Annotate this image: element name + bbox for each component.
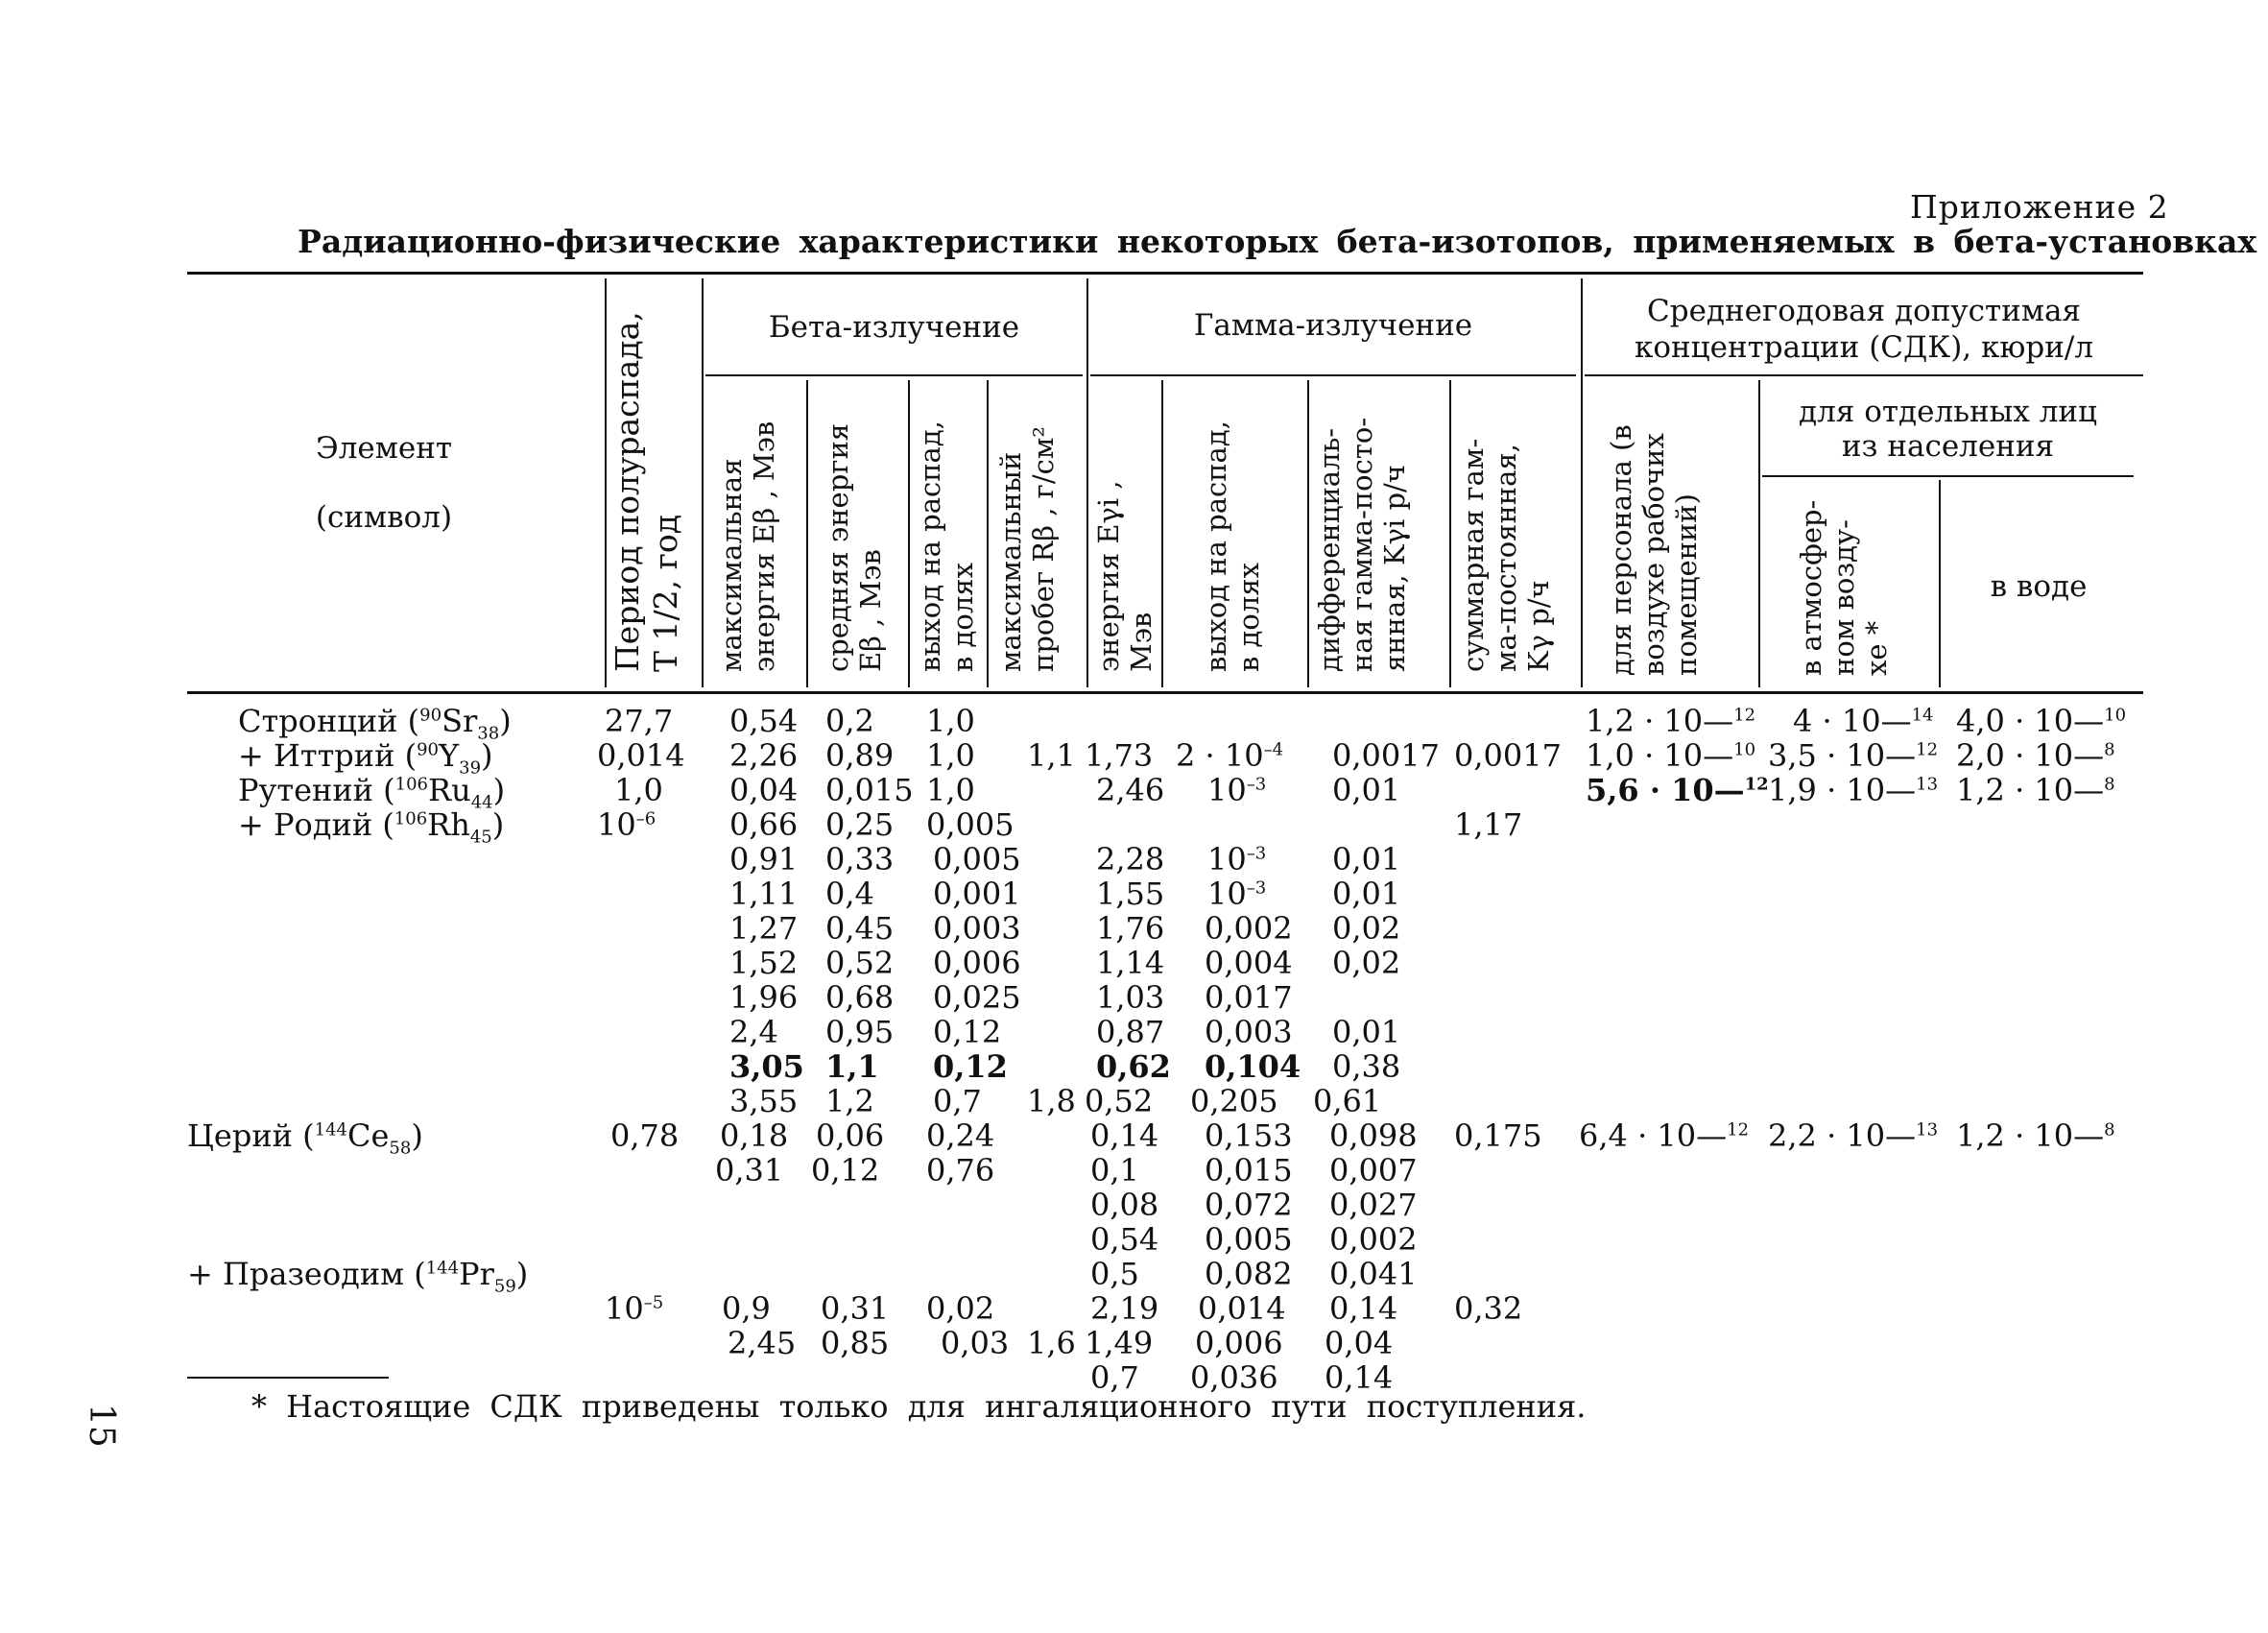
beta-eavg-cell: 1,2 xyxy=(825,1083,874,1119)
beta-emax-cell: 0,66 xyxy=(729,806,799,843)
beta-emax-cell: 0,04 xyxy=(729,772,799,808)
beta-range-cell: 1,6 xyxy=(1027,1325,1076,1361)
sdk-water-cell: 4,0 · 10—$^{10}$ xyxy=(1956,703,2127,739)
sdk-subheader-rule xyxy=(1585,374,2143,376)
header-halflife-line2: Т 1/2, год xyxy=(647,514,684,672)
beta-eavg-cell: 0,33 xyxy=(825,841,895,877)
vline-gamma-diff xyxy=(1307,380,1309,687)
halflife-pr: $10^{-5}$ xyxy=(605,1290,664,1327)
gamma-energy-cell: 1,14 xyxy=(1096,945,1165,981)
beta-eavg-cell: 0,2 xyxy=(825,703,874,739)
halflife-y: 0,014 xyxy=(597,737,685,774)
gamma-yield-cell: 0,072 xyxy=(1205,1187,1293,1223)
beta-yield-cell: 0,005 xyxy=(926,806,1015,843)
gamma-diff-cell: 0,041 xyxy=(1329,1256,1418,1292)
beta-eavg-cell: 0,4 xyxy=(825,876,874,912)
gamma-yield-cell: 0,004 xyxy=(1205,945,1293,981)
vline-beta-range xyxy=(987,380,989,687)
gamma-diff-cell: 0,61 xyxy=(1313,1083,1382,1119)
element-ruthenium: Рутений $(^{106}Ru_{44})$ xyxy=(238,772,506,813)
element-rhodium: + Родий $(^{106}Rh_{45})$ xyxy=(238,806,505,848)
gamma-diff-cell: 0,01 xyxy=(1332,876,1401,912)
gamma-yield-cell: 0,014 xyxy=(1198,1290,1286,1327)
beta-emax-cell: 1,27 xyxy=(729,910,799,947)
halflife-sr: 27,7 xyxy=(605,703,674,739)
gamma-subheader-rule xyxy=(1090,374,1576,376)
gamma-energy-cell: 0,7 xyxy=(1090,1359,1139,1396)
vline-gamma-sum xyxy=(1449,380,1451,687)
header-gamma-sum-line1: суммарная гам- xyxy=(1457,438,1490,672)
gamma-energy-cell: 0,62 xyxy=(1096,1048,1171,1085)
sdk-personnel-cell: 1,0 · 10—$^{10}$ xyxy=(1586,737,1756,774)
header-sdk-personnel-line1: для персонала (в xyxy=(1605,424,1637,676)
beta-yield-cell: 0,12 xyxy=(933,1014,1002,1050)
header-gamma-energy-line1: энергия Eγi , xyxy=(1092,480,1125,672)
gamma-yield-cell: $10^{-3}$ xyxy=(1207,841,1267,877)
vline-sdk-left xyxy=(1581,278,1583,687)
header-symbol: (символ) xyxy=(315,500,453,535)
table-top-rule xyxy=(187,272,2143,275)
beta-eavg-cell: 0,89 xyxy=(825,737,895,774)
appendix-label: Приложение 2 xyxy=(1910,188,2169,226)
beta-emax-cell: 0,54 xyxy=(729,703,799,739)
gamma-yield-cell: 0,017 xyxy=(1205,979,1293,1016)
gamma-diff-cell: 0,04 xyxy=(1325,1325,1394,1361)
gamma-sum-cell: 1,17 xyxy=(1454,806,1523,843)
header-sdk-public-line1: для отдельных лиц xyxy=(1799,395,2097,429)
gamma-diff-cell: 0,0017 xyxy=(1332,737,1440,774)
beta-eavg-cell: 0,015 xyxy=(825,772,914,808)
gamma-diff-cell: 0,01 xyxy=(1332,1014,1401,1050)
beta-yield-cell: 1,0 xyxy=(926,772,975,808)
gamma-energy-cell: 1,55 xyxy=(1096,876,1165,912)
beta-eavg-cell: 0,52 xyxy=(825,945,895,981)
sdk-air-cell: 2,2 · 10—$^{13}$ xyxy=(1768,1117,1939,1154)
gamma-energy-cell: 0,54 xyxy=(1090,1221,1159,1258)
gamma-diff-cell: 0,02 xyxy=(1332,910,1401,947)
beta-yield-cell: 0,76 xyxy=(926,1152,995,1189)
gamma-energy-cell: 0,08 xyxy=(1090,1187,1159,1223)
gamma-yield-cell: $10^{-3}$ xyxy=(1207,772,1267,808)
element-yttrium: + Иттрий $(^{90}Y_{39})$ xyxy=(238,737,493,779)
vline-beta-eavg xyxy=(806,380,808,687)
beta-yield-cell: 0,003 xyxy=(933,910,1021,947)
header-sdk-group-line1: Среднегодовая допустимая xyxy=(1647,294,2081,328)
header-beta-eavg-line2: Eβ , Мэв xyxy=(854,549,887,672)
header-gamma-yield-line2: в долях xyxy=(1232,563,1265,672)
gamma-sum-cell: 0,0017 xyxy=(1454,737,1562,774)
gamma-energy-cell: 2,46 xyxy=(1096,772,1165,808)
header-beta-emax-line1: максимальная xyxy=(715,458,748,672)
header-sdk-air-line2: ном возду- xyxy=(1827,519,1860,676)
gamma-sum-cell: 0,175 xyxy=(1454,1117,1542,1154)
vline-gamma-left xyxy=(1086,278,1088,687)
beta-yield-cell: 0,03 xyxy=(941,1325,1010,1361)
beta-eavg-cell: 0,68 xyxy=(825,979,895,1016)
header-halflife-line1: Период полураспада, xyxy=(609,311,646,672)
halflife-ru: 1,0 xyxy=(614,772,663,808)
header-beta-emax-line2: энергия Eβ , Мэв xyxy=(748,420,780,672)
beta-eavg-cell: 0,31 xyxy=(821,1290,890,1327)
beta-eavg-cell: 0,06 xyxy=(816,1117,885,1154)
beta-emax-cell: 0,31 xyxy=(715,1152,784,1189)
gamma-diff-cell: 0,002 xyxy=(1329,1221,1418,1258)
header-beta-eavg-line1: средняя энергия xyxy=(822,422,854,672)
header-beta-yield-line2: в долях xyxy=(946,563,979,672)
element-cerium: Церий $(^{144}Ce_{58})$ xyxy=(187,1117,423,1159)
gamma-diff-cell: 0,02 xyxy=(1332,945,1401,981)
sdk-water-cell: 1,2 · 10—$^8$ xyxy=(1956,1117,2115,1154)
table-header-bottom-rule xyxy=(187,691,2143,694)
gamma-energy-cell: 0,5 xyxy=(1090,1256,1139,1292)
gamma-energy-cell: 1,73 xyxy=(1085,737,1154,774)
gamma-diff-cell: 0,098 xyxy=(1329,1117,1418,1154)
gamma-energy-cell: 0,1 xyxy=(1090,1152,1139,1189)
page-number: 15 xyxy=(82,1404,121,1448)
header-beta-yield-line1: выход на распад, xyxy=(914,420,946,672)
vline-halflife-left xyxy=(605,278,607,687)
beta-emax-cell: 0,18 xyxy=(720,1117,789,1154)
beta-emax-cell: 2,45 xyxy=(728,1325,797,1361)
header-beta-range-line1: максимальный xyxy=(994,451,1027,672)
beta-yield-cell: 0,02 xyxy=(926,1290,995,1327)
halflife-ce: 0,78 xyxy=(610,1117,680,1154)
header-gamma-group: Гамма-излучение xyxy=(1193,308,1473,343)
gamma-yield-cell: 0,082 xyxy=(1205,1256,1293,1292)
header-sdk-public-line2: из населения xyxy=(1841,429,2055,464)
footnote-rule xyxy=(187,1377,389,1379)
beta-emax-cell: 3,05 xyxy=(729,1048,804,1085)
gamma-diff-cell: 0,007 xyxy=(1329,1152,1418,1189)
beta-yield-cell: 0,006 xyxy=(933,945,1021,981)
header-sdk-personnel-line2: воздухе рабочих xyxy=(1637,433,1670,676)
gamma-energy-cell: 2,28 xyxy=(1096,841,1165,877)
header-gamma-yield-line1: выход на распад, xyxy=(1200,420,1232,672)
beta-eavg-cell: 0,25 xyxy=(825,806,895,843)
vline-gamma-yield xyxy=(1161,380,1163,687)
gamma-yield-cell: $10^{-3}$ xyxy=(1207,876,1267,912)
beta-emax-cell: 0,91 xyxy=(729,841,799,877)
sdk-air-cell: 3,5 · 10—$^{12}$ xyxy=(1768,737,1939,774)
header-gamma-energy-line2: Мэв xyxy=(1125,612,1158,672)
gamma-yield-cell: 0,002 xyxy=(1205,910,1293,947)
beta-emax-cell: 1,96 xyxy=(729,979,799,1016)
sdk-air-cell: 1,9 · 10—$^{13}$ xyxy=(1768,772,1939,808)
beta-yield-cell: 0,001 xyxy=(933,876,1021,912)
vline-sdk-public xyxy=(1758,380,1760,687)
sdk-personnel-cell: 1,2 · 10—$^{12}$ xyxy=(1586,703,1756,739)
beta-emax-cell: 2,26 xyxy=(729,737,799,774)
sdk-personnel-cell: 6,4 · 10—$^{12}$ xyxy=(1579,1117,1750,1154)
gamma-energy-cell: 0,14 xyxy=(1090,1117,1159,1154)
sdk-personnel-cell: 5,6 · 10—$^{12}$ xyxy=(1586,772,1769,808)
vline-sdk-water xyxy=(1939,480,1941,687)
header-gamma-diff-line3: янная, Kγi р/ч xyxy=(1378,465,1411,672)
beta-subheader-rule xyxy=(705,374,1083,376)
gamma-diff-cell: 0,01 xyxy=(1332,772,1401,808)
sdk-public-subrule xyxy=(1762,475,2134,477)
gamma-diff-cell: 0,38 xyxy=(1332,1048,1401,1085)
halflife-rh: $10^{-6}$ xyxy=(597,806,657,843)
gamma-yield-cell: 0,006 xyxy=(1195,1325,1283,1361)
header-beta-group: Бета-излучение xyxy=(768,310,1020,345)
element-strontium: Стронций $(^{90}Sr_{38})$ xyxy=(238,703,512,744)
beta-yield-cell: 1,0 xyxy=(926,703,975,739)
table-title: Радиационно-физические характеристики некоторых бета-изотопов, применяемых в бета-установках xyxy=(298,223,2257,260)
header-element: Элемент xyxy=(315,431,453,466)
vline-beta-left xyxy=(702,278,704,687)
gamma-yield-cell: 0,205 xyxy=(1190,1083,1278,1119)
gamma-yield-cell: 0,015 xyxy=(1205,1152,1293,1189)
beta-emax-cell: 3,55 xyxy=(729,1083,799,1119)
gamma-diff-cell: 0,14 xyxy=(1329,1290,1398,1327)
beta-eavg-cell: 1,1 xyxy=(825,1048,879,1085)
gamma-sum-cell: 0,32 xyxy=(1454,1290,1523,1327)
gamma-diff-cell: 0,01 xyxy=(1332,841,1401,877)
beta-eavg-cell: 0,12 xyxy=(811,1152,880,1189)
header-gamma-sum-line2: ма-постоянная, xyxy=(1490,444,1522,672)
gamma-energy-cell: 1,49 xyxy=(1085,1325,1154,1361)
header-gamma-sum-line3: Kγ р/ч xyxy=(1522,580,1555,672)
beta-range-cell: 1,8 xyxy=(1027,1083,1076,1119)
beta-eavg-cell: 0,95 xyxy=(825,1014,895,1050)
beta-eavg-cell: 0,85 xyxy=(821,1325,890,1361)
gamma-energy-cell: 2,19 xyxy=(1090,1290,1159,1327)
header-sdk-personnel-line3: помещений) xyxy=(1670,493,1703,676)
sdk-water-cell: 1,2 · 10—$^8$ xyxy=(1956,772,2115,808)
gamma-yield-cell: 0,003 xyxy=(1205,1014,1293,1050)
element-praseodymium: + Празеодим $(^{144}Pr_{59})$ xyxy=(187,1256,529,1297)
beta-yield-cell: 0,7 xyxy=(933,1083,982,1119)
beta-emax-cell: 1,11 xyxy=(729,876,799,912)
footnote: * Настоящие СДК приведены только для ингаляционного пути поступления. xyxy=(251,1388,1587,1425)
header-beta-range-line2: пробег Rβ , г/см² xyxy=(1027,425,1060,672)
gamma-diff-cell: 0,027 xyxy=(1329,1187,1418,1223)
header-gamma-diff-line1: дифференциаль- xyxy=(1313,427,1346,672)
gamma-diff-cell: 0,14 xyxy=(1325,1359,1394,1396)
beta-range-cell: 1,1 xyxy=(1027,737,1076,774)
gamma-energy-cell: 0,52 xyxy=(1085,1083,1154,1119)
gamma-yield-cell: 0,005 xyxy=(1205,1221,1293,1258)
beta-yield-cell: 1,0 xyxy=(926,737,975,774)
beta-yield-cell: 0,025 xyxy=(933,979,1021,1016)
sdk-air-cell: 4 · 10—$^{14}$ xyxy=(1793,703,1934,739)
beta-yield-cell: 0,12 xyxy=(933,1048,1008,1085)
header-gamma-diff-line2: ная гамма-посто- xyxy=(1346,417,1378,672)
beta-emax-cell: 1,52 xyxy=(729,945,799,981)
gamma-yield-cell: 0,104 xyxy=(1205,1048,1301,1085)
beta-emax-cell: 2,4 xyxy=(729,1014,778,1050)
gamma-energy-cell: 1,76 xyxy=(1096,910,1165,947)
gamma-energy-cell: 1,03 xyxy=(1096,979,1165,1016)
header-sdk-air-line1: в атмосфер- xyxy=(1795,499,1827,676)
vline-beta-yield xyxy=(908,380,910,687)
beta-yield-cell: 0,005 xyxy=(933,841,1021,877)
gamma-yield-cell: $2 \cdot 10^{-4}$ xyxy=(1176,737,1284,774)
header-sdk-water: в воде xyxy=(1990,569,2088,604)
gamma-yield-cell: 0,036 xyxy=(1190,1359,1278,1396)
beta-emax-cell: 0,9 xyxy=(722,1290,771,1327)
header-sdk-group-line2: концентрации (СДК), кюри/л xyxy=(1634,330,2094,365)
beta-eavg-cell: 0,45 xyxy=(825,910,895,947)
gamma-energy-cell: 0,87 xyxy=(1096,1014,1165,1050)
sdk-water-cell: 2,0 · 10—$^8$ xyxy=(1956,737,2115,774)
beta-yield-cell: 0,24 xyxy=(926,1117,995,1154)
header-sdk-air-line3: хе * xyxy=(1860,620,1893,676)
gamma-yield-cell: 0,153 xyxy=(1205,1117,1293,1154)
